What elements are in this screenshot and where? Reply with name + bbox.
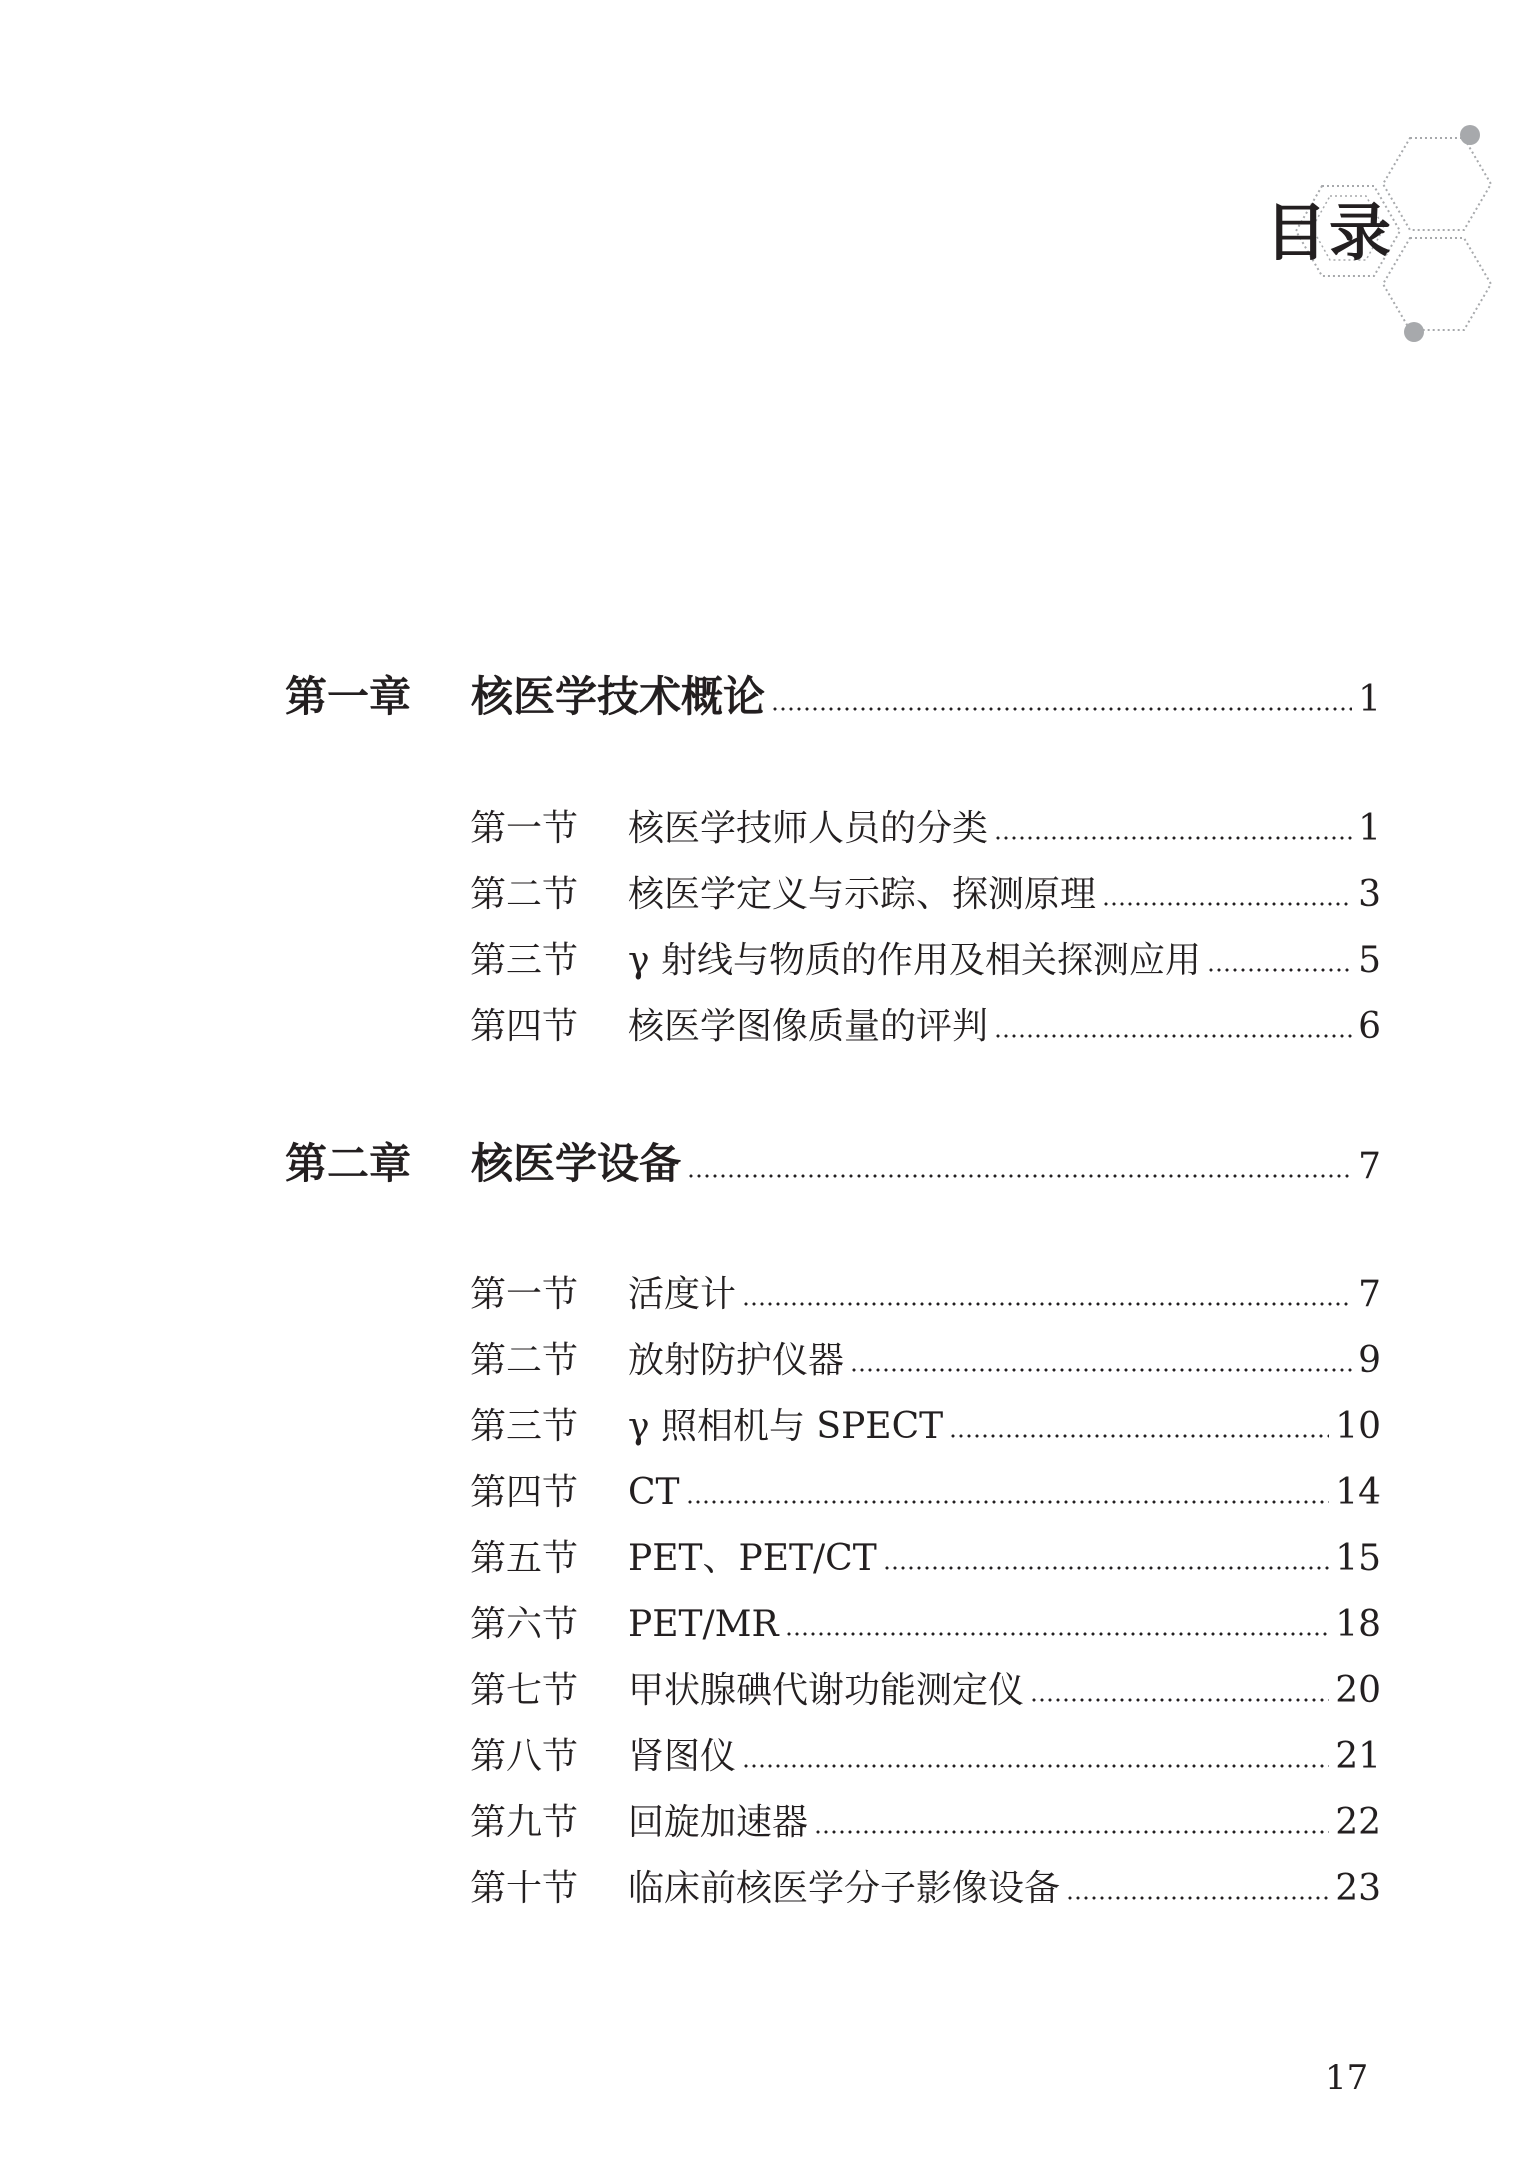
page-number: 17	[1325, 2058, 1369, 2098]
toc-chapter-1[interactable]	[285, 664, 1381, 724]
section-page: 7	[1358, 1274, 1381, 1315]
section-page: 10	[1335, 1406, 1381, 1447]
dot-leader	[1102, 902, 1352, 906]
toc-section-2-1[interactable]	[470, 1266, 1381, 1317]
toc-section-2-6[interactable]	[470, 1596, 1381, 1647]
section-number: 第二节	[470, 874, 579, 915]
toc-section-2-3[interactable]	[470, 1398, 1381, 1449]
section-title: 甲状腺碘代谢功能测定仪	[628, 1670, 1025, 1711]
section-page: 21	[1335, 1736, 1381, 1777]
section-title: 活度计	[628, 1274, 737, 1315]
section-number: 第十节	[470, 1868, 579, 1909]
chapter-title: 核医学技术概论	[471, 672, 766, 721]
toc-section-1-4[interactable]	[470, 998, 1381, 1049]
page-title: 目录	[1265, 196, 1394, 269]
section-number: 第八节	[470, 1736, 579, 1777]
section-page: 20	[1335, 1670, 1381, 1711]
section-number: 第四节	[470, 1472, 579, 1513]
section-page: 1	[1358, 808, 1381, 849]
section-title: 回旋加速器	[628, 1802, 809, 1843]
section-title: 核医学技师人员的分类	[628, 808, 989, 849]
toc-section-2-7[interactable]	[470, 1662, 1381, 1713]
section-page: 14	[1335, 1472, 1381, 1513]
dot-leader	[1030, 1698, 1329, 1702]
dot-leader	[1066, 1896, 1329, 1900]
section-title: 肾图仪	[628, 1736, 737, 1777]
section-title: 临床前核医学分子影像设备	[628, 1868, 1061, 1909]
section-page: 6	[1358, 1006, 1381, 1047]
toc-section-1-3[interactable]	[470, 932, 1381, 983]
toc-section-2-5[interactable]	[470, 1530, 1381, 1581]
toc-section-2-2[interactable]	[470, 1332, 1381, 1383]
section-number: 第五节	[470, 1538, 579, 1579]
section-title: 核医学图像质量的评判	[628, 1006, 989, 1047]
section-title: γ 射线与物质的作用及相关探测应用	[628, 940, 1201, 981]
section-title: PET/MR	[628, 1604, 779, 1645]
section-number: 第一节	[470, 808, 579, 849]
dot-leader	[850, 1368, 1352, 1372]
dot-leader	[742, 1302, 1352, 1306]
dot-leader	[742, 1764, 1329, 1768]
dot-leader	[686, 1500, 1330, 1504]
section-number: 第九节	[470, 1802, 579, 1843]
chapter-page: 7	[1358, 1146, 1381, 1187]
dot-leader	[1207, 968, 1352, 972]
toc-section-1-2[interactable]	[470, 866, 1381, 917]
toc-section-1-1[interactable]	[470, 800, 1381, 851]
section-number: 第六节	[470, 1604, 579, 1645]
toc-chapter-2[interactable]	[285, 1131, 1381, 1191]
chapter-number: 第二章	[285, 1139, 412, 1188]
section-page: 23	[1335, 1868, 1381, 1909]
section-title: PET、PET/CT	[628, 1538, 877, 1579]
chapter-number: 第一章	[285, 672, 412, 721]
dot-leader	[687, 1174, 1352, 1178]
section-number: 第七节	[470, 1670, 579, 1711]
dot-leader	[994, 1034, 1352, 1038]
toc-section-2-8[interactable]	[470, 1728, 1381, 1779]
section-number: 第三节	[470, 940, 579, 981]
section-number: 第一节	[470, 1274, 579, 1315]
dot-leader	[949, 1434, 1329, 1438]
section-number: 第四节	[470, 1006, 579, 1047]
section-title: 核医学定义与示踪、探测原理	[628, 874, 1097, 915]
section-title: 放射防护仪器	[628, 1340, 845, 1381]
section-page: 9	[1358, 1340, 1381, 1381]
chapter-title: 核医学设备	[471, 1139, 682, 1188]
dot-leader	[771, 707, 1352, 711]
section-page: 3	[1358, 874, 1381, 915]
toc-section-2-9[interactable]	[470, 1794, 1381, 1845]
dot-leader	[883, 1566, 1329, 1570]
section-number: 第二节	[470, 1340, 579, 1381]
section-page: 15	[1335, 1538, 1381, 1579]
dot-leader	[994, 836, 1352, 840]
dot-leader	[785, 1632, 1330, 1636]
section-title: CT	[628, 1472, 680, 1513]
section-title: γ 照相机与 SPECT	[628, 1406, 944, 1447]
chapter-page: 1	[1358, 679, 1381, 720]
toc-section-2-4[interactable]	[470, 1464, 1381, 1515]
section-page: 18	[1335, 1604, 1381, 1645]
section-number: 第三节	[470, 1406, 579, 1447]
toc-section-2-10[interactable]	[470, 1860, 1381, 1911]
section-page: 5	[1358, 940, 1381, 981]
dot-leader	[814, 1830, 1329, 1834]
section-page: 22	[1335, 1802, 1381, 1843]
